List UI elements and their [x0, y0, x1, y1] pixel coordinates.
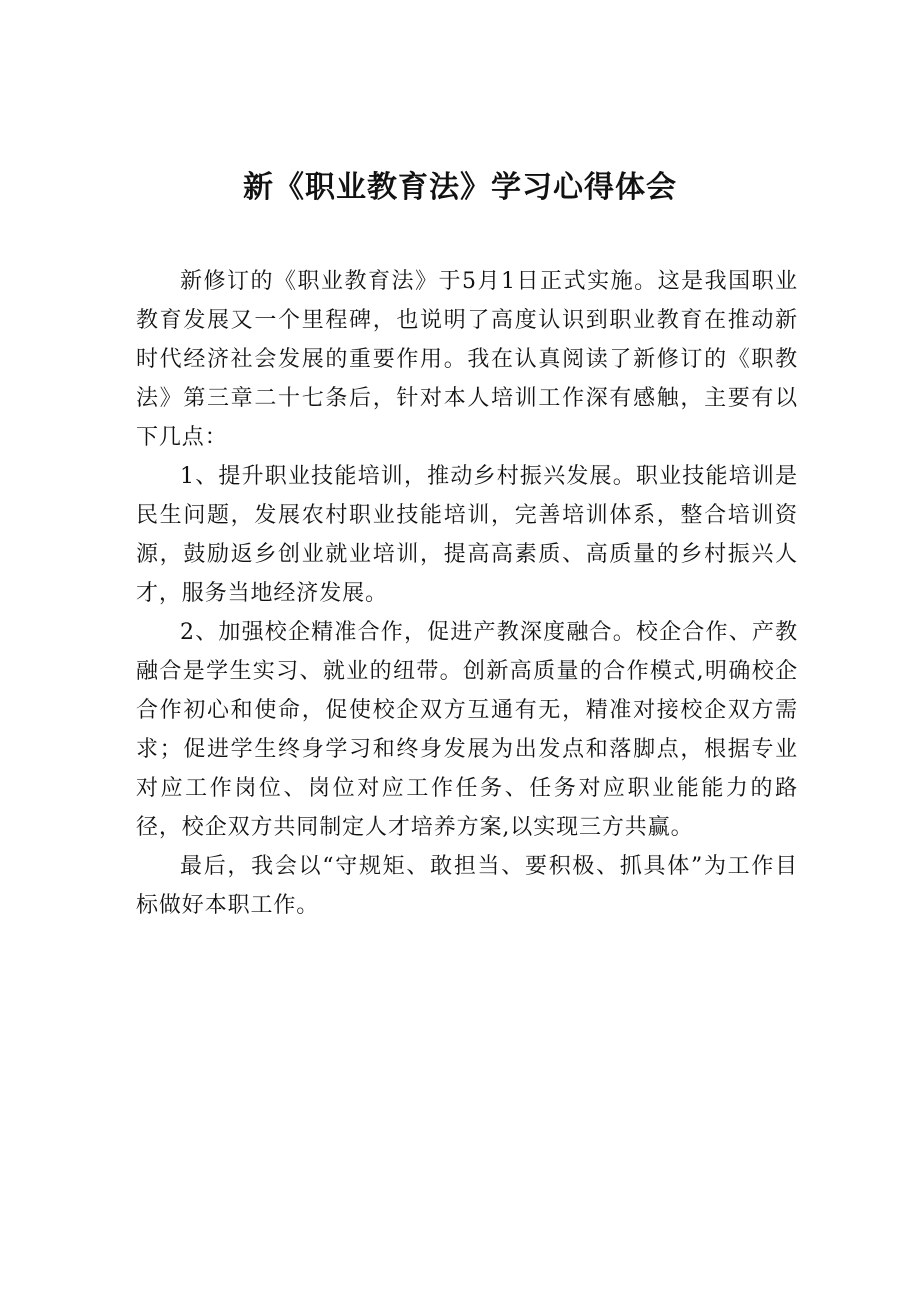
document-title: 新《职业教育法》学习心得体会 — [243, 170, 677, 205]
document-body — [136, 262, 798, 925]
paragraph-conclusion: 最后，我会以“守规矩、敢担当、要积极、抓具体”为工作目标做好本职工作。 — [136, 854, 798, 918]
paragraph-point-2: 2、加强校企精准合作，促进产教深度融合。校企合作、产教融合是学生实习、就业的纽带。创新高质量的合作模式,明确校企合作初心和使命，促使校企双方互通有无，精准对接校企双方需求；促进学生终身学习和终身发展为出发点和落脚点，根据专业对应工作岗位、岗位对应工作任务、任务对应职业能能力的路径，校企双方共同制定人才培养方案,以实现三方共赢。 — [136, 620, 798, 840]
paragraph-intro: 新修订的《职业教育法》于5月1日正式实施。这是我国职业教育发展又一个里程碑，也说明了高度认识到职业教育在推动新时代经济社会发展的重要作用。我在认真阅读了新修订的《职教法》第三章二十七条后，针对本人培训工作深有感触，主要有以下几点： — [136, 269, 798, 450]
paragraph-point-1: 1、提升职业技能培训，推动乡村振兴发展。职业技能培训是民生问题，发展农村职业技能培训，完善培训体系，整合培训资源，鼓励返乡创业就业培训，提高高素质、高质量的乡村振兴人才，服务当地经济发展。 — [136, 464, 798, 606]
